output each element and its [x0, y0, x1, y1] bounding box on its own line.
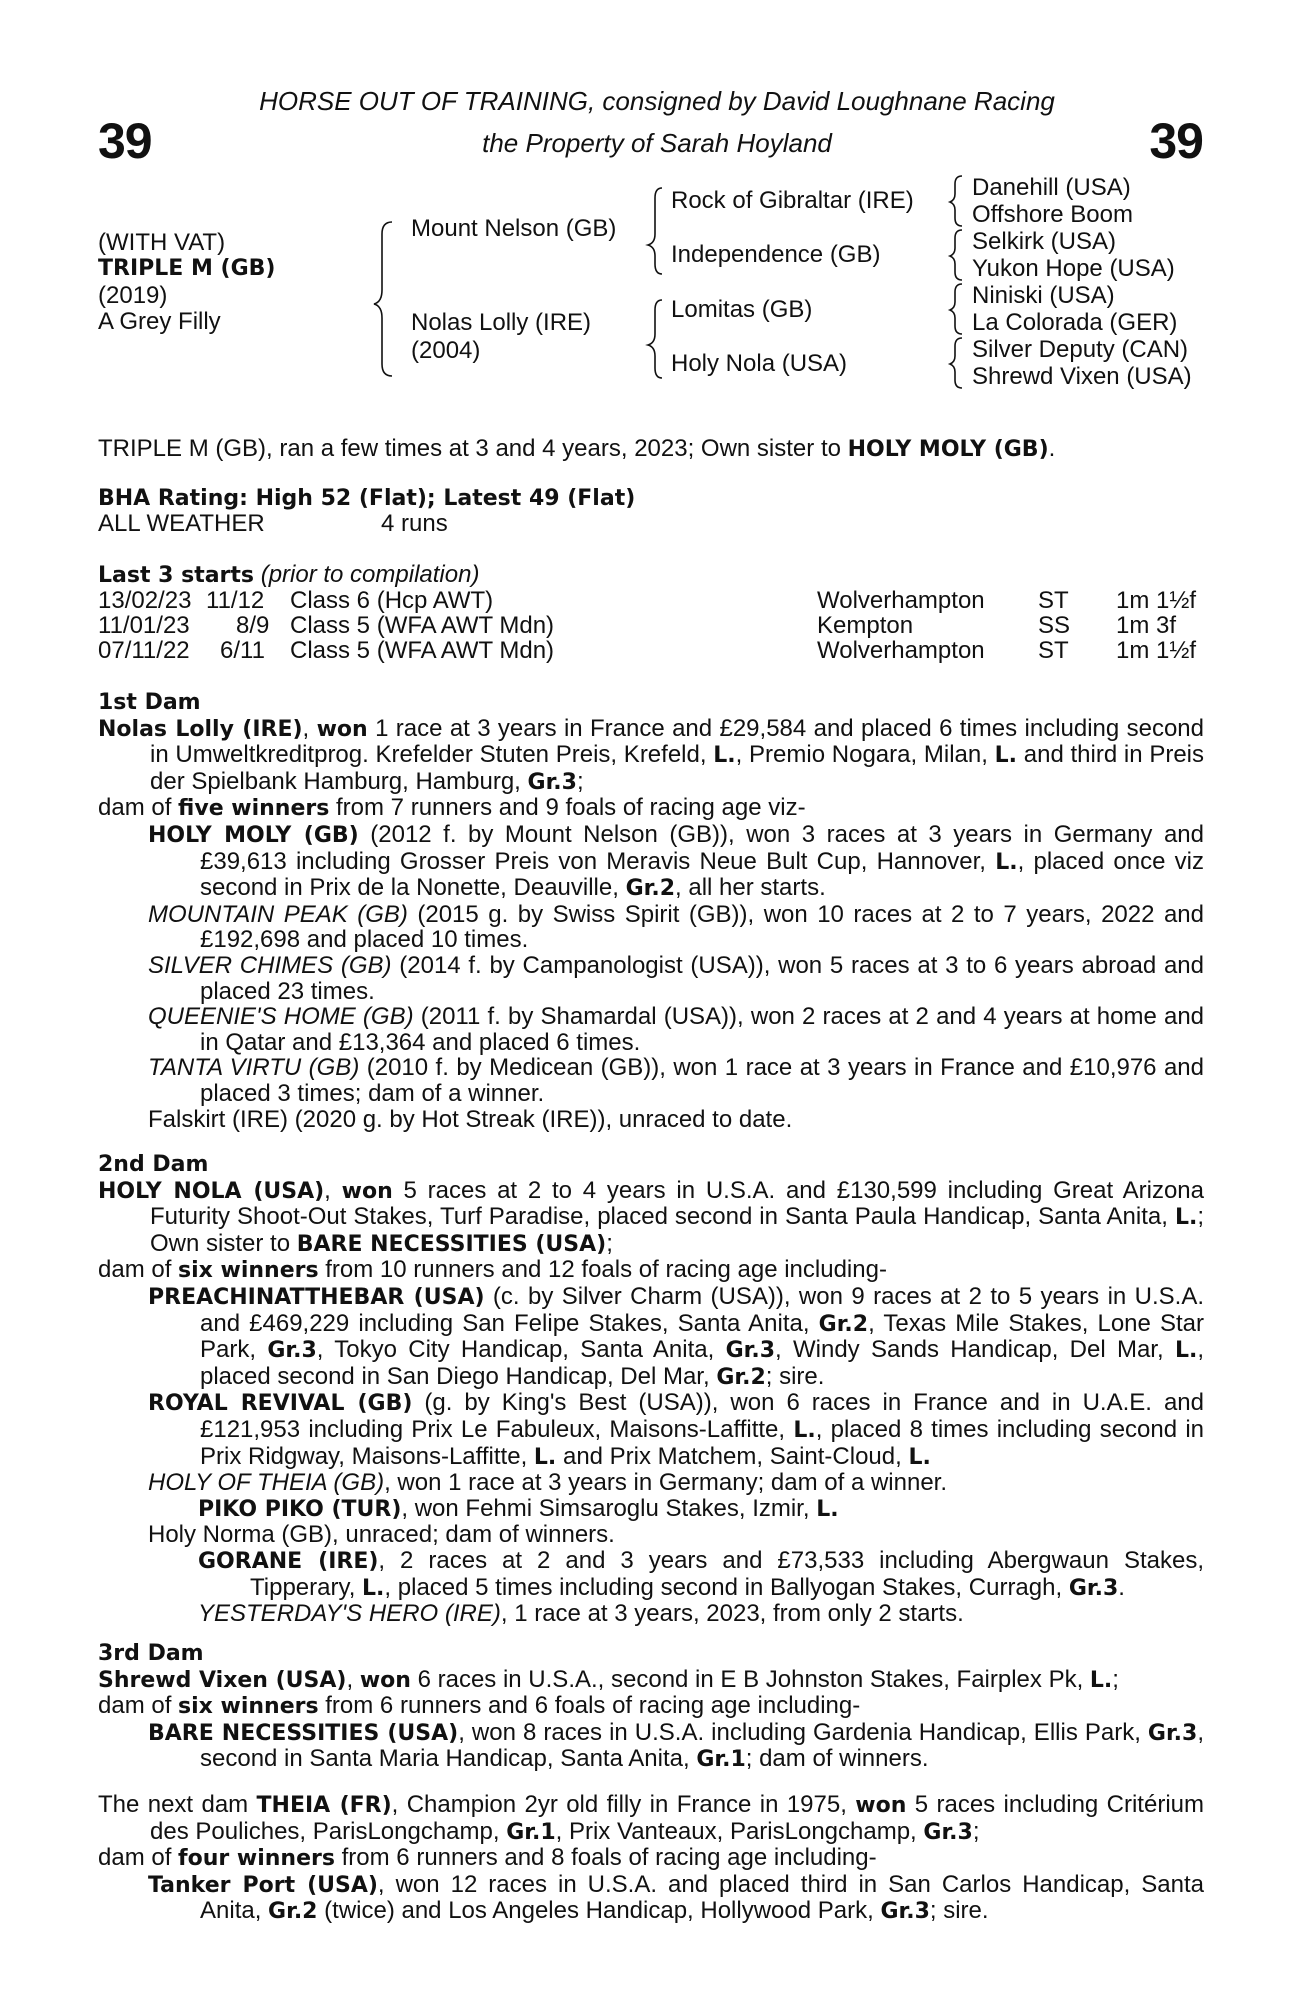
second-dam-record: HOLY NOLA (USA), won 5 races at 2 to 4 years in U.S.A. and £130,599 including Great Arizona Futurity Shoot-Out Stakes, Turf Paradise, placed second in Santa Paula Handicap, Santa Anita, L.; Own sister to BARE NECESSITIES (USA); [98, 1176, 1204, 1257]
ggp-8: Shrewd Vixen (USA) [972, 363, 1192, 390]
ggp-7: Silver Deputy (CAN) [972, 336, 1189, 363]
ggp-2: Offshore Boom [972, 201, 1133, 228]
ggp-3: Selkirk (USA) [972, 228, 1117, 255]
ggp-6: La Colorada (GER) [972, 309, 1178, 336]
last-starts-heading [98, 562, 479, 589]
first-dam-produce: dam of five winners from 7 runners and 9 foals of racing age viz- [98, 794, 806, 822]
third-dam-record: Shrewd Vixen (USA), won 6 races in U.S.A., second in E B Johnston Stakes, Fairplex Pk, L.; [98, 1665, 1119, 1693]
produce-holy-moly: HOLY MOLY (GB) (2012 f. by Mount Nelson (GB)), won 3 races at 3 years in Germany and £39,613 including Grosser Preis von Meravis Neue Bult Cup, Hannover, L., placed once viz second in Prix de la Nonette, Deauville, Gr.2, all her starts. [148, 820, 1205, 902]
ggp-4: Yukon Hope (USA) [972, 255, 1175, 282]
sire-dam: Independence (GB) [671, 241, 881, 268]
second-dam-heading: 2nd Dam [98, 1152, 209, 1177]
start-going: ST [1038, 637, 1069, 664]
summary-text: TRIPLE M (GB), ran a few times at 3 and 4 years, 2023; Own sister to [98, 435, 848, 462]
second-dam-produce: dam of six winners from 10 runners and 12 foals of racing age including- [98, 1256, 887, 1284]
produce-gorane: GORANE (IRE), 2 races at 2 and 3 years and £73,533 including Abergwaun Stakes, Tipperary, L., placed 5 times including second in Ballyogan Stakes, Curragh, Gr.3. [198, 1546, 1204, 1601]
produce-holy-norma: Holy Norma (GB), unraced; dam of winners. [148, 1521, 615, 1549]
next-dam-section [98, 1792, 1204, 1925]
surface-label: ALL WEATHER [98, 510, 265, 537]
produce-yesterdays-hero: YESTERDAY'S HERO (IRE), 1 race at 3 years, 2023, from only 2 starts. [198, 1600, 964, 1628]
start-going: ST [1038, 587, 1069, 614]
start-course: Kempton [817, 612, 914, 639]
ggp-5: Niniski (USA) [972, 282, 1115, 309]
second-dam-section [98, 1152, 1204, 1627]
produce-falskirt: Falskirt (IRE) (2020 g. by Hot Streak (IRE)), unraced to date. [148, 1105, 793, 1133]
dam-sire: Lomitas (GB) [671, 296, 813, 323]
start-class: Class 6 (Hcp AWT) [290, 587, 494, 614]
start-going: SS [1038, 612, 1071, 639]
start-pos: 11/12 [206, 587, 265, 614]
start-date: 11/01/23 [98, 612, 190, 639]
vat-label: (WITH VAT) [98, 229, 226, 256]
last-starts-title: Last 3 starts [98, 563, 255, 588]
property-line: the Property of Sarah Hoyland [482, 128, 832, 158]
first-dam-section [98, 690, 1204, 1132]
surface-runs: 4 runs [381, 510, 448, 537]
bha-rating: BHA Rating: High 52 (Flat); Latest 49 (Flat) [98, 486, 636, 511]
horse-year: (2019) [98, 282, 168, 309]
produce-tanta-virtu: TANTA VIRTU (GB) (2010 f. by Medicean (GB)), won 1 race at 3 years in France and £10,976 and placed 3 times; dam of a winner. [148, 1054, 1204, 1107]
produce-royal-revival: ROYAL REVIVAL (GB) (g. by King's Best (USA)), won 6 races in France and in U.A.E. and £121,953 including Prix Le Fabuleux, Maisons-Laffitte, L., placed 8 times including second in Prix Ridgway, Maisons-Laffitte, L. and Prix Matchem, Saint-Cloud, L. [148, 1389, 1204, 1470]
last-starts-note: (prior to compilation) [260, 561, 480, 588]
start-course: Wolverhampton [817, 637, 985, 664]
summary-sister: HOLY MOLY (GB) [847, 437, 1049, 462]
dam-year: (2004) [411, 337, 481, 364]
consignment-line: HORSE OUT OF TRAINING, consigned by David Loughnane Racing [259, 86, 1055, 116]
third-dam-section [98, 1641, 1204, 1773]
produce-piko-piko: PIKO PIKO (TUR), won Fehmi Simsaroglu Stakes, Izmir, L. [198, 1494, 839, 1522]
start-distance: 1m 1½f [1116, 587, 1197, 614]
start-course: Wolverhampton [817, 587, 985, 614]
next-dam-produce: dam of four winners from 6 runners and 8 foals of racing age including- [98, 1844, 877, 1872]
first-dam-heading: 1st Dam [98, 690, 201, 715]
start-distance: 1m 3f [1116, 612, 1177, 639]
horse-name: TRIPLE M (GB) [98, 256, 276, 281]
horse-description: A Grey Filly [98, 308, 221, 335]
first-dam-record: Nolas Lolly (IRE), won 1 race at 3 years in France and £29,584 and placed 6 times including second in Umweltkreditprog. Krefelder Stuten Preis, Krefeld, L., Premio Nogara, Milan, L. and third in Preis der Spielbank Hamburg, Hamburg, Gr.3; [98, 714, 1205, 795]
summary-end: . [1048, 435, 1056, 462]
produce-holy-of-theia: HOLY OF THEIA (GB), won 1 race at 3 years in Germany; dam of a winner. [148, 1469, 947, 1497]
produce-silver-chimes: SILVER CHIMES (GB) (2014 f. by Campanologist (USA)), won 5 races at 3 to 6 years abroad and placed 23 times. [148, 951, 1204, 1005]
third-dam-heading: 3rd Dam [98, 1641, 204, 1666]
produce-bare-necessities: BARE NECESSITIES (USA), won 8 races in U.S.A. including Gardenia Handicap, Ellis Park, Gr.3, second in Santa Maria Handicap, Santa Anita, Gr.1; dam of winners. [148, 1718, 1205, 1773]
ggp-1: Danehill (USA) [972, 174, 1131, 201]
dam-dam: Holy Nola (USA) [671, 350, 848, 377]
start-distance: 1m 1½f [1116, 637, 1197, 664]
start-date: 07/11/22 [98, 637, 190, 664]
produce-mountain-peak: MOUNTAIN PEAK (GB) (2015 g. by Swiss Spirit (GB)), won 10 races at 2 to 7 years, 2022 and £192,698 and placed 10 times. [148, 900, 1204, 954]
sire-sire: Rock of Gibraltar (IRE) [671, 187, 914, 214]
start-class: Class 5 (WFA AWT Mdn) [290, 637, 555, 664]
lot-number-left: 39 [98, 113, 152, 169]
next-dam-record: The next dam THEIA (FR), Champion 2yr old filly in France in 1975, won 5 races including Critérium des Pouliches, ParisLongchamp, Gr.1, Prix Vanteaux, ParisLongchamp, Gr.3; [98, 1791, 1204, 1845]
lot-number-right: 39 [1149, 113, 1203, 169]
produce-tanker-port: Tanker Port (USA), won 12 races in U.S.A. and placed third in San Carlos Handicap, Santa Anita, Gr.2 (twice) and Los Angeles Handicap, Hollywood Park, Gr.3; sire. [148, 1870, 1204, 1925]
sire: Mount Nelson (GB) [411, 215, 617, 242]
start-pos: 8/9 [236, 612, 270, 639]
start-class: Class 5 (WFA AWT Mdn) [290, 612, 555, 639]
summary-line [98, 436, 1055, 463]
dam: Nolas Lolly (IRE) [411, 309, 592, 336]
produce-queenies-home: QUEENIE'S HOME (GB) (2011 f. by Shamardal (USA)), won 2 races at 2 and 4 years at home and in Qatar and £13,364 and placed 6 times. [148, 1003, 1205, 1056]
third-dam-produce: dam of six winners from 6 runners and 6 foals of racing age including- [98, 1692, 861, 1720]
start-pos: 6/11 [220, 637, 265, 664]
start-date: 13/02/23 [98, 587, 192, 614]
produce-preachinatthebar: PREACHINATTHEBAR (USA) (c. by Silver Charm (USA)), won 9 races at 2 to 5 years in U.S.A. and £469,229 including San Felipe Stakes, Santa Anita, Gr.2, Texas Mile Stakes, Lone Star Park, Gr.3, Tokyo City Handicap, Santa Anita, Gr.3, Windy Sands Handicap, Del Mar, L., placed second in San Diego Handicap, Del Mar, Gr.2; sire. [148, 1282, 1205, 1390]
